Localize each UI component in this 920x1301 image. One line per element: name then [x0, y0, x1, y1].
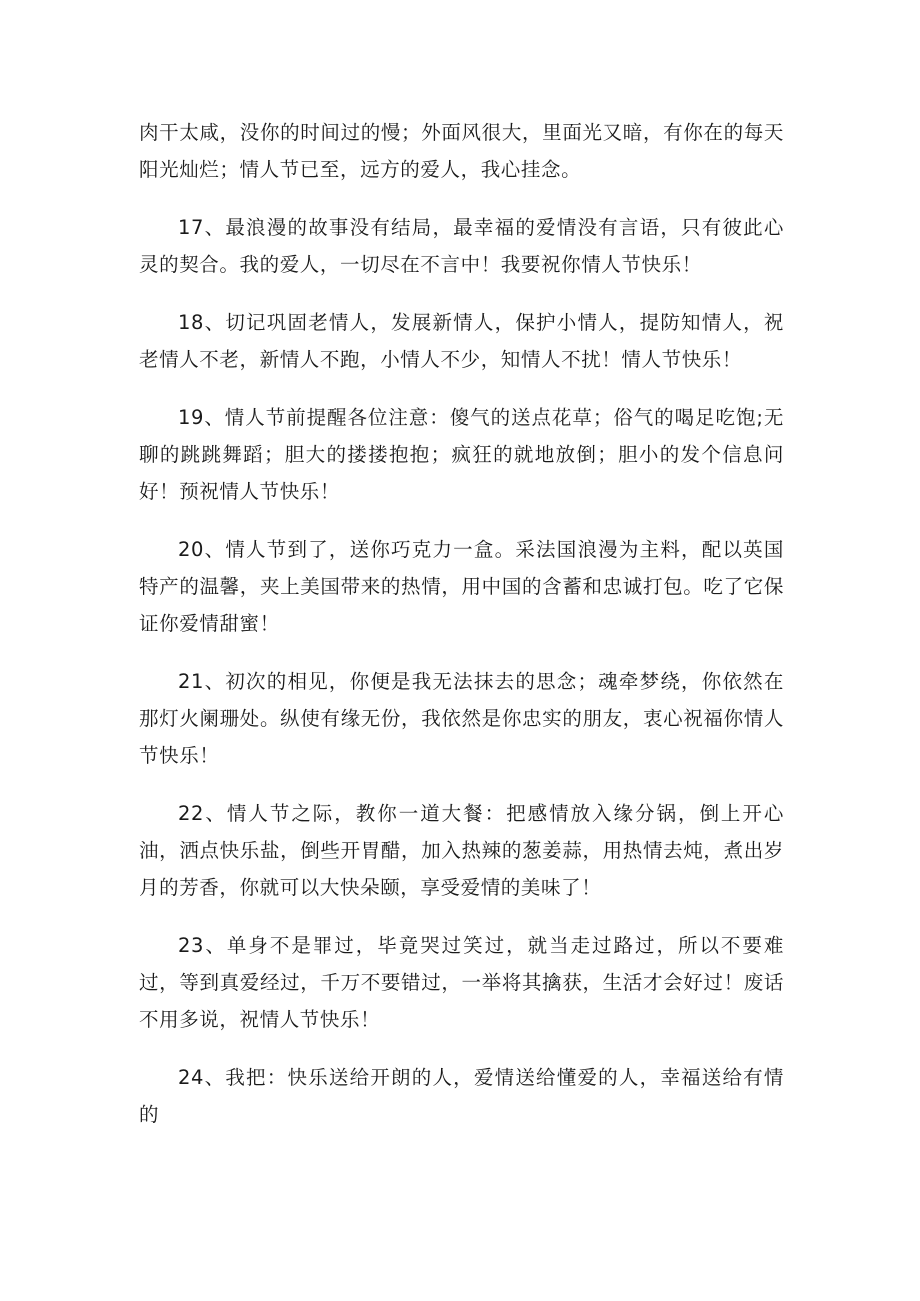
paragraph-continuation: 肉干太咸，没你的时间过的慢；外面风很大，里面光又暗，有你在的每天阳光灿烂；情人节已至，远方的爱人，我心挂念。	[139, 121, 784, 181]
paragraph-20: 20、情人节到了，送你巧克力一盒。采法国浪漫为主料，配以英国特产的温馨，夹上美国带来的热情，用中国的含蓄和忠诚打包。吃了它保证你爱情甜蜜！	[139, 538, 784, 635]
paragraph-21: 21、初次的相见，你便是我无法抹去的思念；魂牵梦绕，你依然在那灯火阑珊处。纵使有缘无份，我依然是你忠实的朋友，衷心祝福你情人节快乐！	[139, 670, 784, 767]
paragraph-22: 22、情人节之际，教你一道大餐：把感情放入缘分锅，倒上开心油，洒点快乐盐，倒些开胃醋，加入热辣的葱姜蒜，用热情去炖，煮出岁月的芳香，你就可以大快朵颐，享受爱情的美味了！	[139, 802, 784, 899]
paragraph-19: 19、情人节前提醒各位注意：傻气的送点花草；俗气的喝足吃饱;无聊的跳跳舞蹈；胆大的搂搂抱抱；疯狂的就地放倒；胆小的发个信息问好！预祝情人节快乐！	[139, 406, 784, 503]
document-body	[139, 114, 784, 1154]
paragraph-18: 18、切记巩固老情人，发展新情人，保护小情人，提防知情人，祝老情人不老，新情人不跑，小情人不少，知情人不扰！情人节快乐！	[139, 311, 784, 371]
paragraph-24: 24、我把：快乐送给开朗的人，爱情送给懂爱的人，幸福送给有情的	[139, 1066, 784, 1126]
paragraph-17: 17、最浪漫的故事没有结局，最幸福的爱情没有言语，只有彼此心灵的契合。我的爱人，一切尽在不言中！我要祝你情人节快乐！	[139, 216, 784, 276]
paragraph-23: 23、单身不是罪过，毕竟哭过笑过，就当走过路过，所以不要难过，等到真爱经过，千万不要错过，一举将其擒获，生活才会好过！废话不用多说，祝情人节快乐！	[139, 934, 784, 1031]
